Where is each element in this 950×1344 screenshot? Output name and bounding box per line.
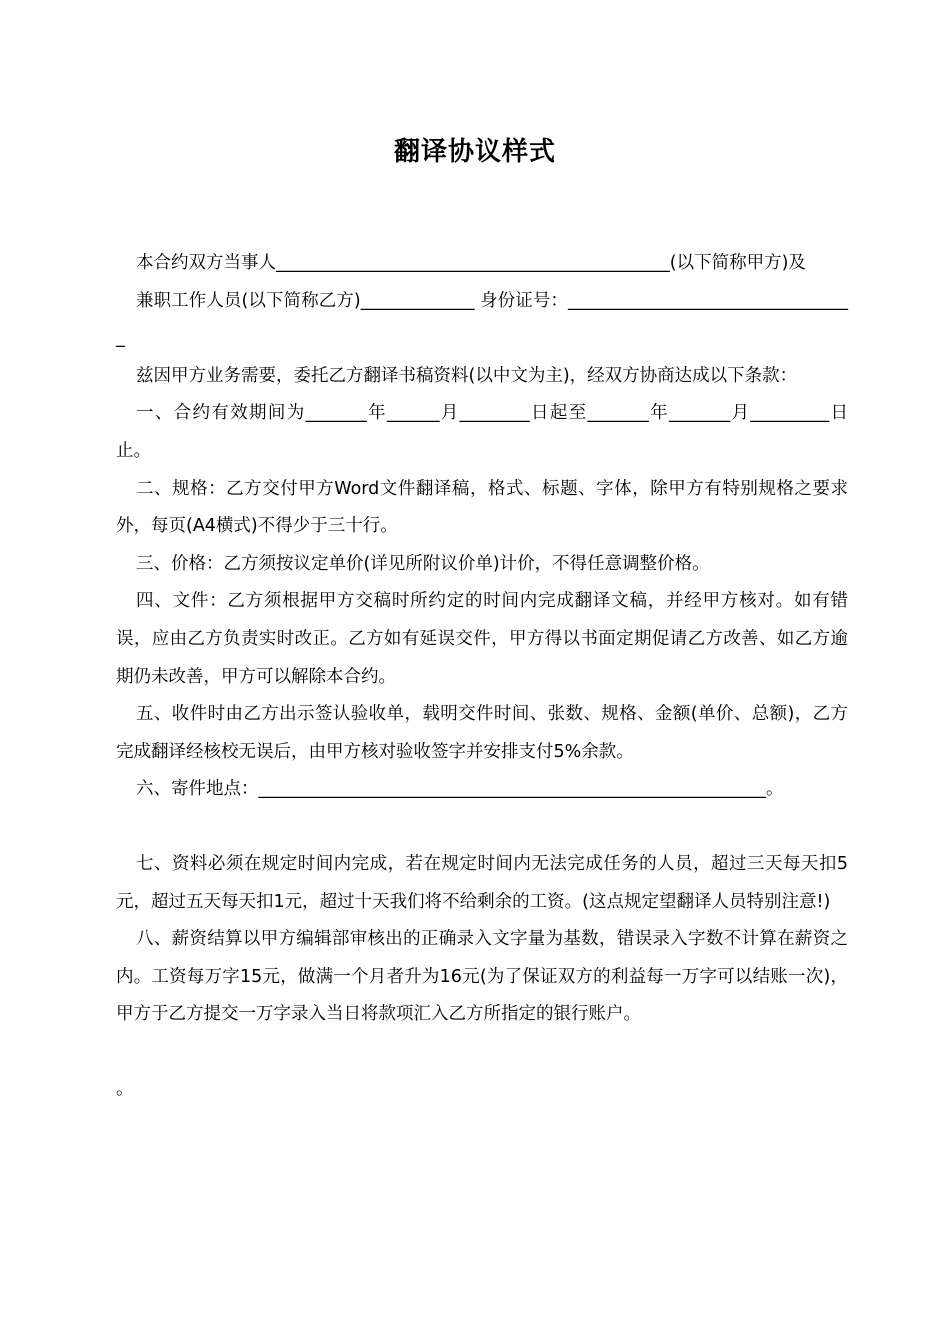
trailing-mark: 。: [116, 1078, 134, 1099]
paragraph-purpose: 兹因甲方业务需要，委托乙方翻译书稿资料(以中文为主)，经双方协商达成以下条款：: [136, 365, 798, 386]
spacer: [116, 809, 848, 846]
clause-5-receipt: 五、收件时由乙方出示签认验收单，载明交件时间、张数、规格、金额(单价、总额)，乙方完成翻译经核校无误后，由甲方核对验收签字并安排支付5%余款。: [116, 704, 848, 762]
clause-8-payment: 八、薪资结算以甲方编辑部审核出的正确录入文字量为基数，错误录入字数不计算在薪资之内。工资每万字15元，做满一个月者升为16元(为了保证双方的利益每一万字可以结账一次)，甲方于乙方提交一万字录入当日将款项汇入乙方所指定的银行账户。: [116, 929, 848, 1025]
clause-2-format: 二、规格：乙方交付甲方Word文件翻译稿，格式、标题、字体，除甲方有特别规格之要求外，每页(A4横式)不得少于三十行。: [116, 478, 848, 537]
clause-6-address: 六、寄件地点：__________________________________________________________。: [136, 779, 784, 800]
paragraph-parties: 本合约双方当事人_____________________________________________(以下简称甲方)及: [136, 253, 806, 273]
paragraph-part-time-staff: 兼职工作人员(以下简称乙方)_____________ 身份证号：_________________________________: [116, 290, 848, 349]
document-body: [116, 245, 848, 1108]
clause-3-price: 三、价格：乙方须按议定单价(详见所附议价单)计价，不得任意调整价格。: [136, 553, 710, 574]
document-title: 翻译协议样式: [393, 137, 556, 167]
clause-7-deadline: 七、资料必须在规定时间内完成，若在规定时间内无法完成任务的人员，超过三天每天扣5元，超过五天每天扣1元，超过十天我们将不给剩余的工资。(这点规定望翻译人员特别注意!): [116, 853, 848, 912]
clause-4-files: 四、文件：乙方须根据甲方交稿时所约定的时间内完成翻译文稿，并经甲方核对。如有错误，应由乙方负责实时改正。乙方如有延误交件，甲方得以书面定期促请乙方改善、如乙方逾期仍未改善，甲方可以解除本合约。: [116, 591, 848, 687]
spacer: [116, 1034, 848, 1071]
clause-1-validity: 一、合约有效期间为_______年______月________日起至_______年_______月_________日止。: [116, 403, 848, 461]
